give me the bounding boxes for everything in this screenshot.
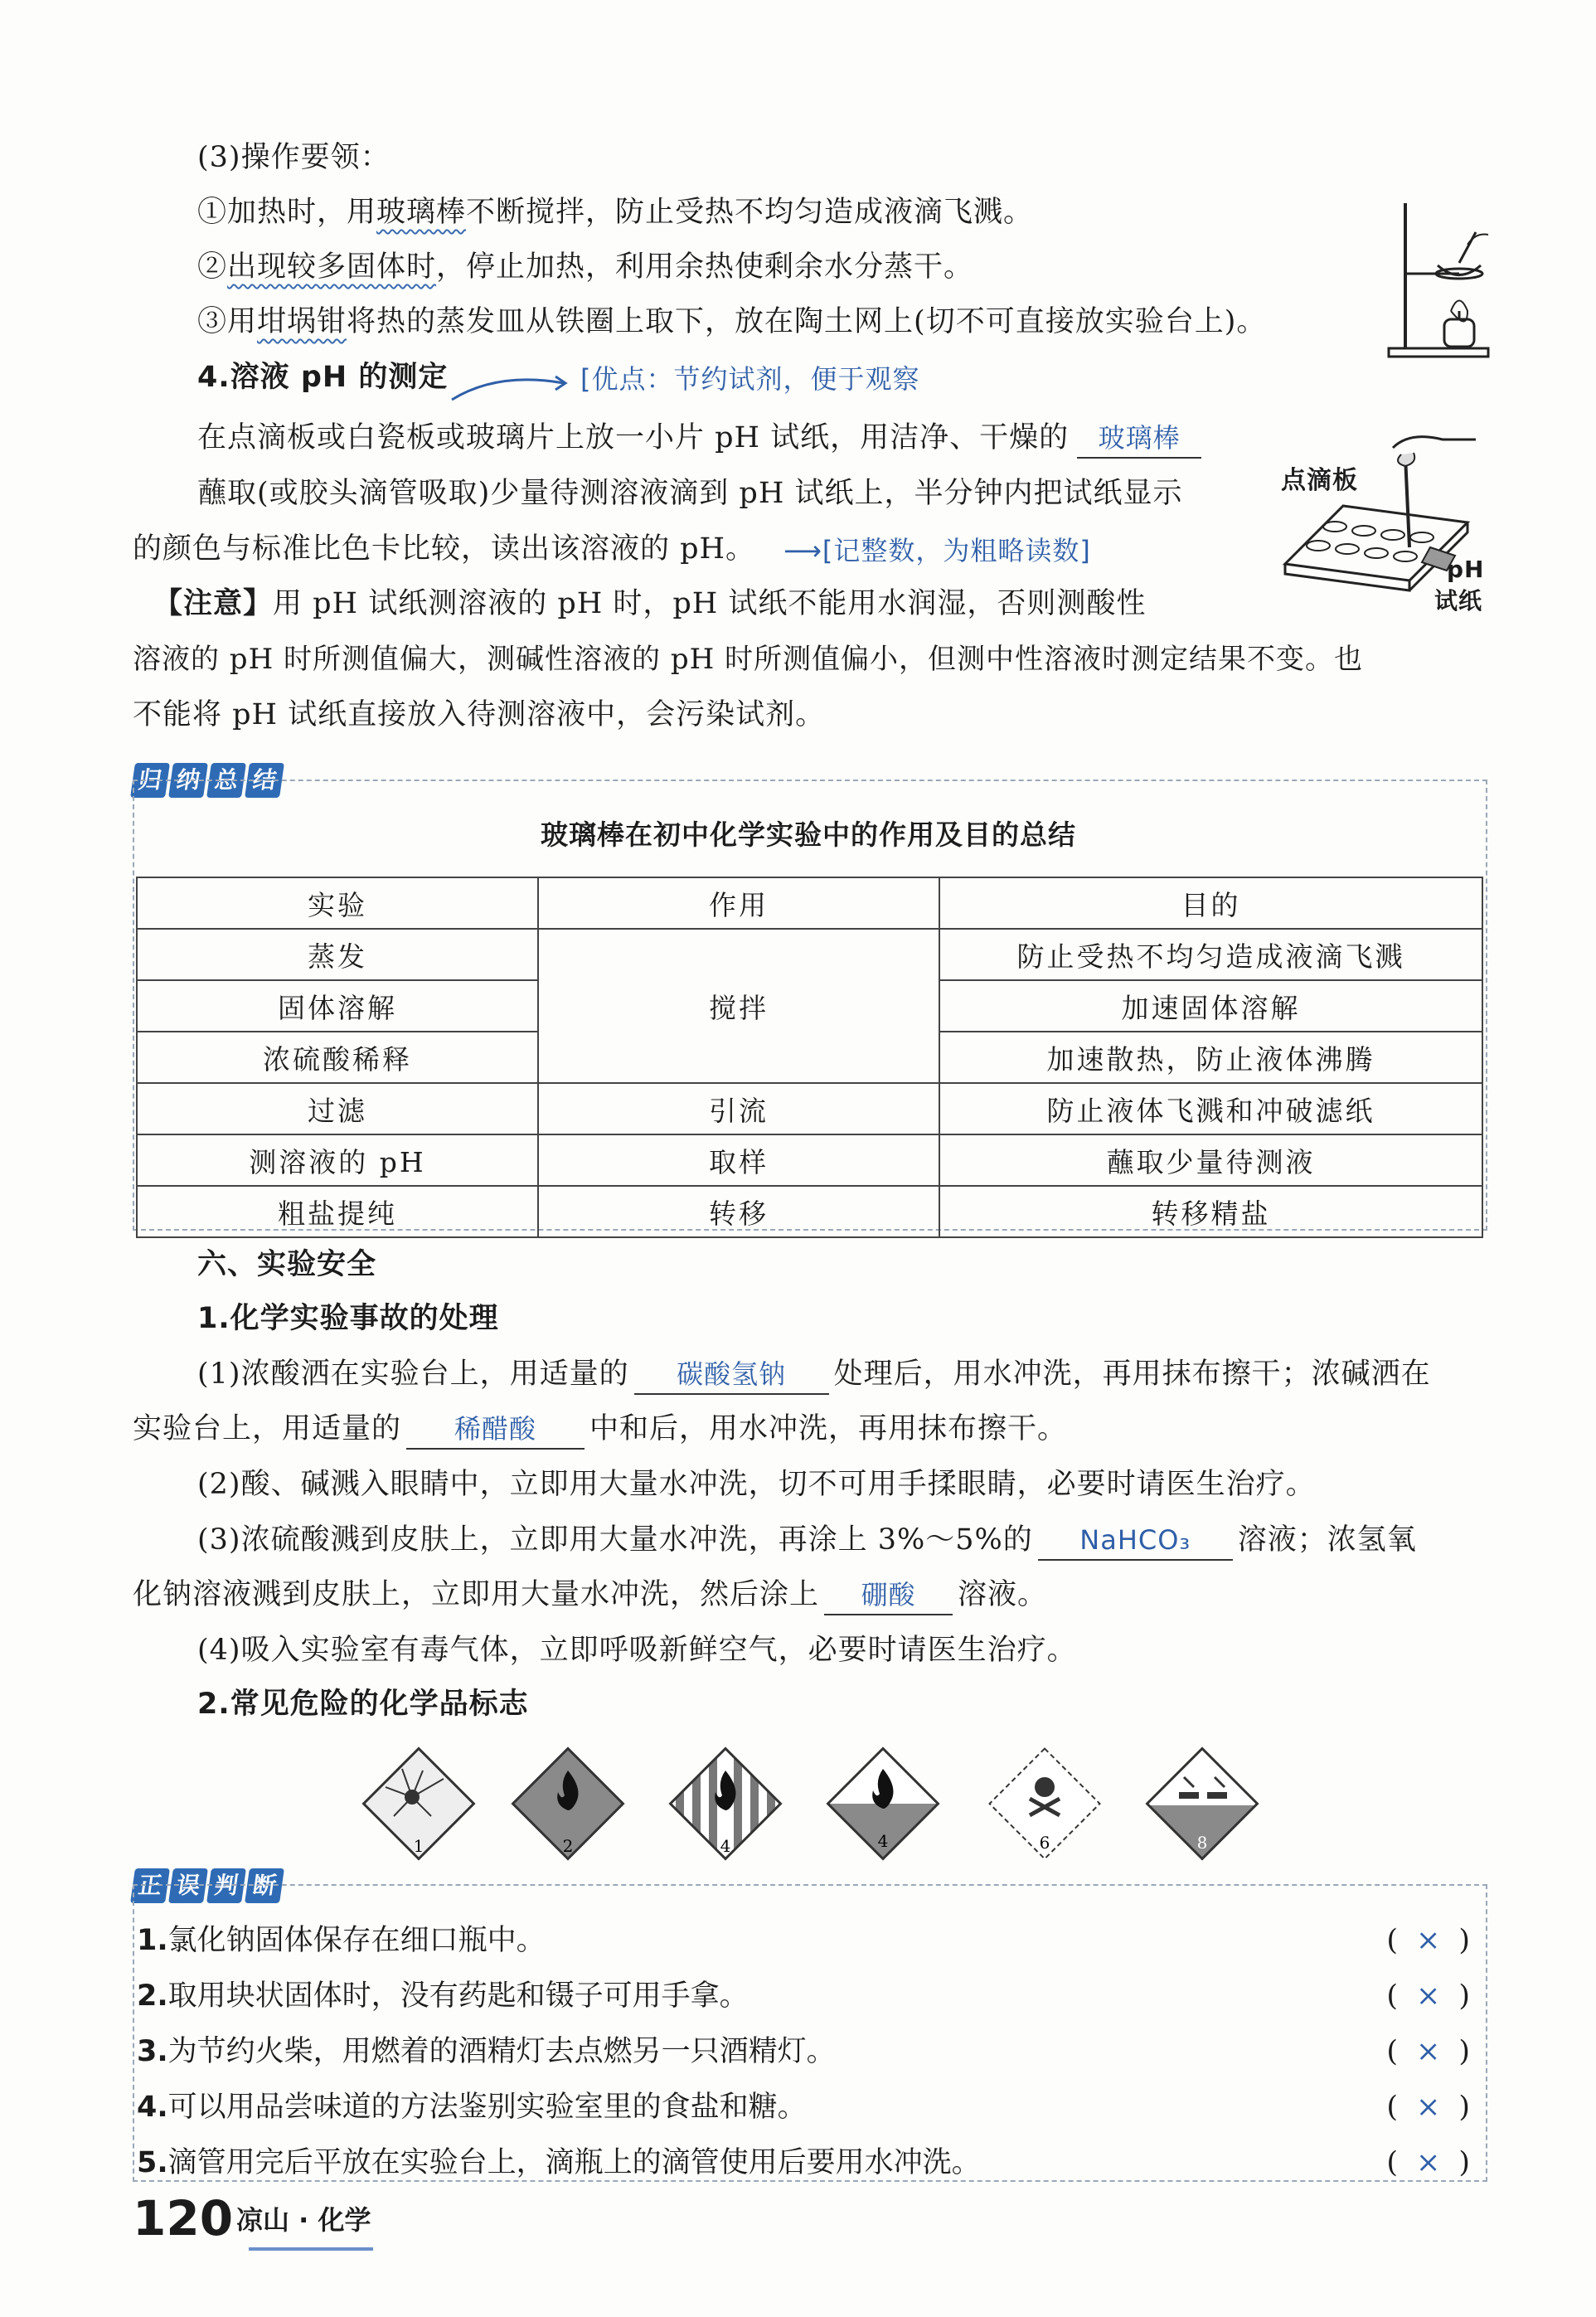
table-header: 作用 — [538, 877, 939, 929]
judge-item: 1.氯化钠固体保存在细口瓶中。 (×) — [137, 1924, 1488, 1957]
hazard-number: 6 — [1039, 1833, 1050, 1853]
table-cell: 蒸发 — [137, 929, 538, 980]
judge-item: 3.为节约火柴，用燃着的酒精灯去点燃另一只酒精灯。 (×) — [137, 2035, 1488, 2068]
ops-heading: (3)操作要领： — [197, 141, 391, 174]
safety-line-5: 化钠溶液溅到皮肤上，立即用大量水冲洗，然后涂上 硼酸 溶液。 — [133, 1574, 1047, 1615]
hazard-sign-spontaneous-combustion-icon — [817, 1737, 949, 1870]
judge-tag: 正 误 判 断 — [133, 1868, 282, 1903]
ph-answer-blank: 玻璃棒 — [1077, 419, 1201, 459]
hazard-number: 2 — [562, 1836, 574, 1856]
ops-item-3: ③用坩埚钳将热的蒸发皿从铁圈上取下，放在陶土网上(切不可直接放实验台上)。 — [197, 305, 1267, 338]
table-cell: 粗盐提纯 — [137, 1186, 538, 1237]
answer-mark: × — [1416, 2091, 1459, 2124]
answer-blank-sodium-bicarbonate: 碳酸氢钠 — [634, 1355, 829, 1395]
table-cell: 防止液体飞溅和冲破滤纸 — [939, 1083, 1482, 1134]
safety-heading: 六、实验安全 — [197, 1248, 377, 1281]
table-header-row — [137, 877, 1482, 929]
safety-line-6: (4)吸入实验室有毒气体，立即呼吸新鲜空气，必要时请医生治疗。 — [197, 1634, 1077, 1667]
ops-item-1: ①加热时，用玻璃棒不断搅拌，防止受热不均匀造成液滴飞溅。 — [197, 196, 1034, 229]
summary-tag: 归 纳 总 结 — [133, 763, 282, 798]
safety-line-2: 实验台上，用适量的 稀醋酸 中和后，用水冲洗，再用抹布擦干。 — [133, 1408, 1067, 1450]
hazard-number: 4 — [877, 1831, 889, 1851]
table-header: 实验 — [137, 877, 538, 929]
ph-diagram-label-paper-1: pH — [1447, 556, 1485, 583]
answer-mark: × — [1416, 2035, 1459, 2068]
ph-advantage-note: [优点：节约试剂，便于观察 — [580, 363, 920, 395]
table-cell: 转移精盐 — [939, 1186, 1482, 1237]
ph-heading: 4.溶液 pH 的测定 — [197, 361, 449, 394]
hazard-number: 8 — [1196, 1833, 1208, 1853]
judge-item: 4.可以用品尝味道的方法鉴别实验室里的食盐和糖。 (×) — [137, 2091, 1488, 2124]
table-cell: 蘸取少量待测液 — [939, 1134, 1482, 1186]
page-number: 120 — [133, 2190, 234, 2247]
table-cell: 引流 — [538, 1083, 939, 1134]
hazard-sign-flammable-solid-icon — [659, 1737, 792, 1870]
safety-line-3: (2)酸、碱溅入眼睛中，立即用大量水冲洗，切不可用手揉眼睛，必要时请医生治疗。 — [197, 1468, 1316, 1501]
table-cell: 测溶液的 pH — [137, 1134, 538, 1186]
hazard-sign-corrosive-icon — [1136, 1737, 1269, 1870]
hazard-number: 1 — [413, 1836, 424, 1856]
hazard-number: 4 — [720, 1836, 731, 1856]
answer-blank-boric-acid: 硼酸 — [824, 1576, 953, 1615]
table-cell: 固体溶解 — [137, 980, 538, 1032]
judge-item: 2.取用块状固体时，没有药匙和镊子可用手拿。 (×) — [137, 1979, 1488, 2013]
footer-rule — [249, 2247, 373, 2251]
ops-item-2: ②出现较多固体时，停止加热，利用余热使剩余水分蒸干。 — [197, 250, 974, 284]
table-cell: 转移 — [538, 1186, 939, 1237]
hazard-sign-toxic-icon — [978, 1737, 1111, 1870]
evaporation-apparatus-illustration — [1385, 195, 1492, 361]
book-title: 凉山 · 化学 — [236, 2204, 371, 2236]
table-cell: 搅拌 — [538, 929, 939, 1083]
safety-line-1: (1)浓酸洒在实验台上，用适量的 碳酸氢钠 处理后，用水冲洗，再用抹布擦干；浓碱洒在 — [197, 1353, 1431, 1395]
ph-paragraph-line-1: 在点滴板或白瓷板或玻璃片上放一小片 pH 试纸，用洁净、干燥的 玻璃棒 — [197, 417, 1201, 459]
table-row — [137, 1186, 1482, 1237]
safety-subheading-1: 1.化学实验事故的处理 — [197, 1302, 499, 1335]
table-cell: 取样 — [538, 1134, 939, 1186]
judge-item: 5.滴管用完后平放在实验台上，滴瓶上的滴管使用后要用水冲洗。 (×) — [137, 2146, 1488, 2179]
table-cell: 加速散热，防止液体沸腾 — [939, 1032, 1482, 1083]
answer-mark: × — [1416, 1924, 1459, 1957]
summary-table — [136, 877, 1483, 1238]
summary-title: 玻璃棒在初中化学实验中的作用及目的总结 — [541, 818, 1076, 851]
table-row — [137, 1083, 1482, 1134]
hazard-sign-explosive-icon — [352, 1737, 485, 1870]
arrow-icon — [448, 365, 572, 406]
table-cell: 防止受热不均匀造成液滴飞溅 — [939, 929, 1482, 980]
ph-read-note: ⟶[记整数，为粗略读数] — [783, 530, 1091, 571]
answer-mark: × — [1416, 1979, 1459, 2013]
safety-subheading-2: 2.常见危险的化学品标志 — [197, 1688, 529, 1721]
table-cell: 过滤 — [137, 1083, 538, 1134]
table-cell: 浓硫酸稀释 — [137, 1032, 538, 1083]
caution-line-3: 不能将 pH 试纸直接放入待测溶液中，会污染试剂。 — [133, 698, 826, 731]
caution-line-1: 【注意】用 pH 试纸测溶液的 pH 时，pH 试纸不能用水润湿，否则测酸性 — [153, 587, 1147, 620]
ph-diagram-label-paper-2: 试纸 — [1434, 587, 1483, 614]
caution-label: 【注意】 — [153, 587, 274, 620]
ph-diagram-label-plate: 点滴板 — [1281, 466, 1358, 495]
table-row — [137, 929, 1482, 980]
hazard-sign-flammable-gas-icon — [502, 1737, 634, 1870]
answer-mark: × — [1416, 2146, 1459, 2179]
answer-blank-dilute-acetic-acid: 稀醋酸 — [406, 1410, 585, 1450]
caution-line-2: 溶液的 pH 时所测值偏大，测碱性溶液的 pH 时所测值偏小，但测中性溶液时测定结果不变。也 — [133, 643, 1364, 676]
table-cell: 加速固体溶解 — [939, 980, 1482, 1032]
ph-paragraph-line-3: 的颜色与标准比色卡比较，读出该溶液的 pH。 — [133, 532, 756, 566]
table-header: 目的 — [939, 877, 1482, 929]
table-row — [137, 1134, 1482, 1186]
answer-blank-nahco3: NaHCO₃ — [1038, 1521, 1233, 1561]
ph-paragraph-line-2: 蘸取(或胶头滴管吸取)少量待测溶液滴到 pH 试纸上，半分钟内把试纸显示 — [197, 477, 1183, 510]
arrow-right-icon: ⟶ — [783, 535, 822, 566]
safety-line-4: (3)浓硫酸溅到皮肤上，立即用大量水冲洗，再涂上 3%～5%的 NaHCO₃ 溶液；浓氢氧 — [197, 1519, 1417, 1561]
